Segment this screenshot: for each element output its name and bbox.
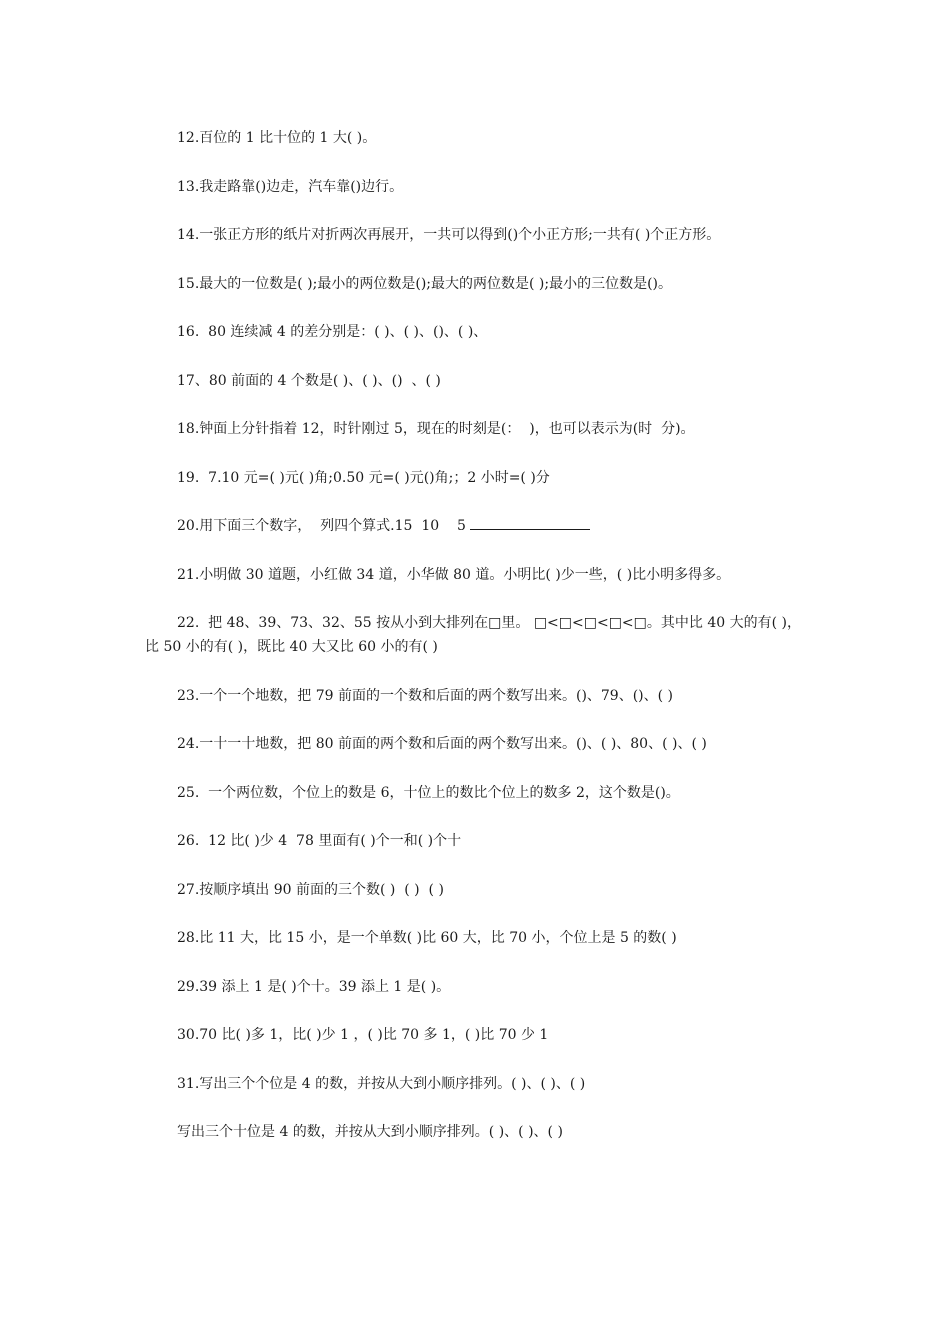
question-22: 22. 把 48、39、73、32、55 按从小到大排列在□里。 □<□<□<□<□。其中比 40 大的有( )，比 50 小的有( )，既比 40 大又比 60 小的有( ): [145, 615, 801, 655]
question-25: 25. 一个两位数，个位上的数是 6，十位上的数比个位上的数多 2，这个数是()。: [177, 784, 680, 801]
question-31: 31.写出三个个位是 4 的数，并按从大到小顺序排列。( )、( )、( ): [177, 1075, 586, 1092]
question-18: 18.钟面上分针指着 12，时针刚过 5，现在的时刻是(： )，也可以表示为(时 分)。: [177, 421, 695, 437]
question-23: 23.一个一个地数，把 79 前面的一个数和后面的两个数写出来。()、79、()、( ): [177, 687, 674, 704]
question-20-text: 20.用下面三个数字， 列四个算式.15 10 5: [177, 518, 466, 534]
question-17: 17、80 前面的 4 个数是( )、( )、() 、( ): [177, 372, 441, 389]
question-21: 21.小明做 30 道题，小红做 34 道，小华做 80 道。小明比( )少一些，( )比小明多得多。: [177, 566, 731, 583]
question-15: 15.最大的一位数是( );最小的两位数是();最大的两位数是( );最小的三位数是()。: [177, 275, 673, 292]
question-24: 24.一十一十地数，把 80 前面的两个数和后面的两个数写出来。()、( )、80、( )、( ): [177, 736, 707, 752]
question-29: 29.39 添上 1 是( )个十。39 添上 1 是( )。: [177, 978, 451, 995]
question-14: 14.一张正方形的纸片对折两次再展开，一共可以得到()个小正方形;一共有( )个正方形。: [177, 227, 721, 243]
question-list: [145, 126, 810, 1169]
question-30: 30.70 比( )多 1，比( )少 1 ，( )比 70 多 1，( )比 70 少 1: [177, 1027, 549, 1043]
question-19: 19. 7.10 元=( )元( )角;0.50 元=( )元()角;；2 小时=( )分: [177, 469, 550, 486]
question-31-part-2: 写出三个十位是 4 的数，并按从大到小顺序排列。( )、( )、( ): [177, 1124, 563, 1140]
question-16: 16. 80 连续减 4 的差分别是：( )、( )、()、( )、: [177, 324, 488, 340]
question-20: [145, 514, 810, 538]
question-12: 12.百位的 1 比十位的 1 大( )。: [177, 130, 377, 146]
question-26: 26. 12 比( )少 4 78 里面有( )个一和( )个十: [177, 833, 462, 849]
question-27: 27.按顺序填出 90 前面的三个数( ) ( ) ( ): [177, 881, 444, 898]
answer-blank-line: [470, 515, 590, 530]
question-13: 13.我走路靠()边走，汽车靠()边行。: [177, 178, 404, 195]
question-28: 28.比 11 大，比 15 小，是一个单数( )比 60 大，比 70 小，个位上是 5 的数( ): [177, 930, 677, 946]
